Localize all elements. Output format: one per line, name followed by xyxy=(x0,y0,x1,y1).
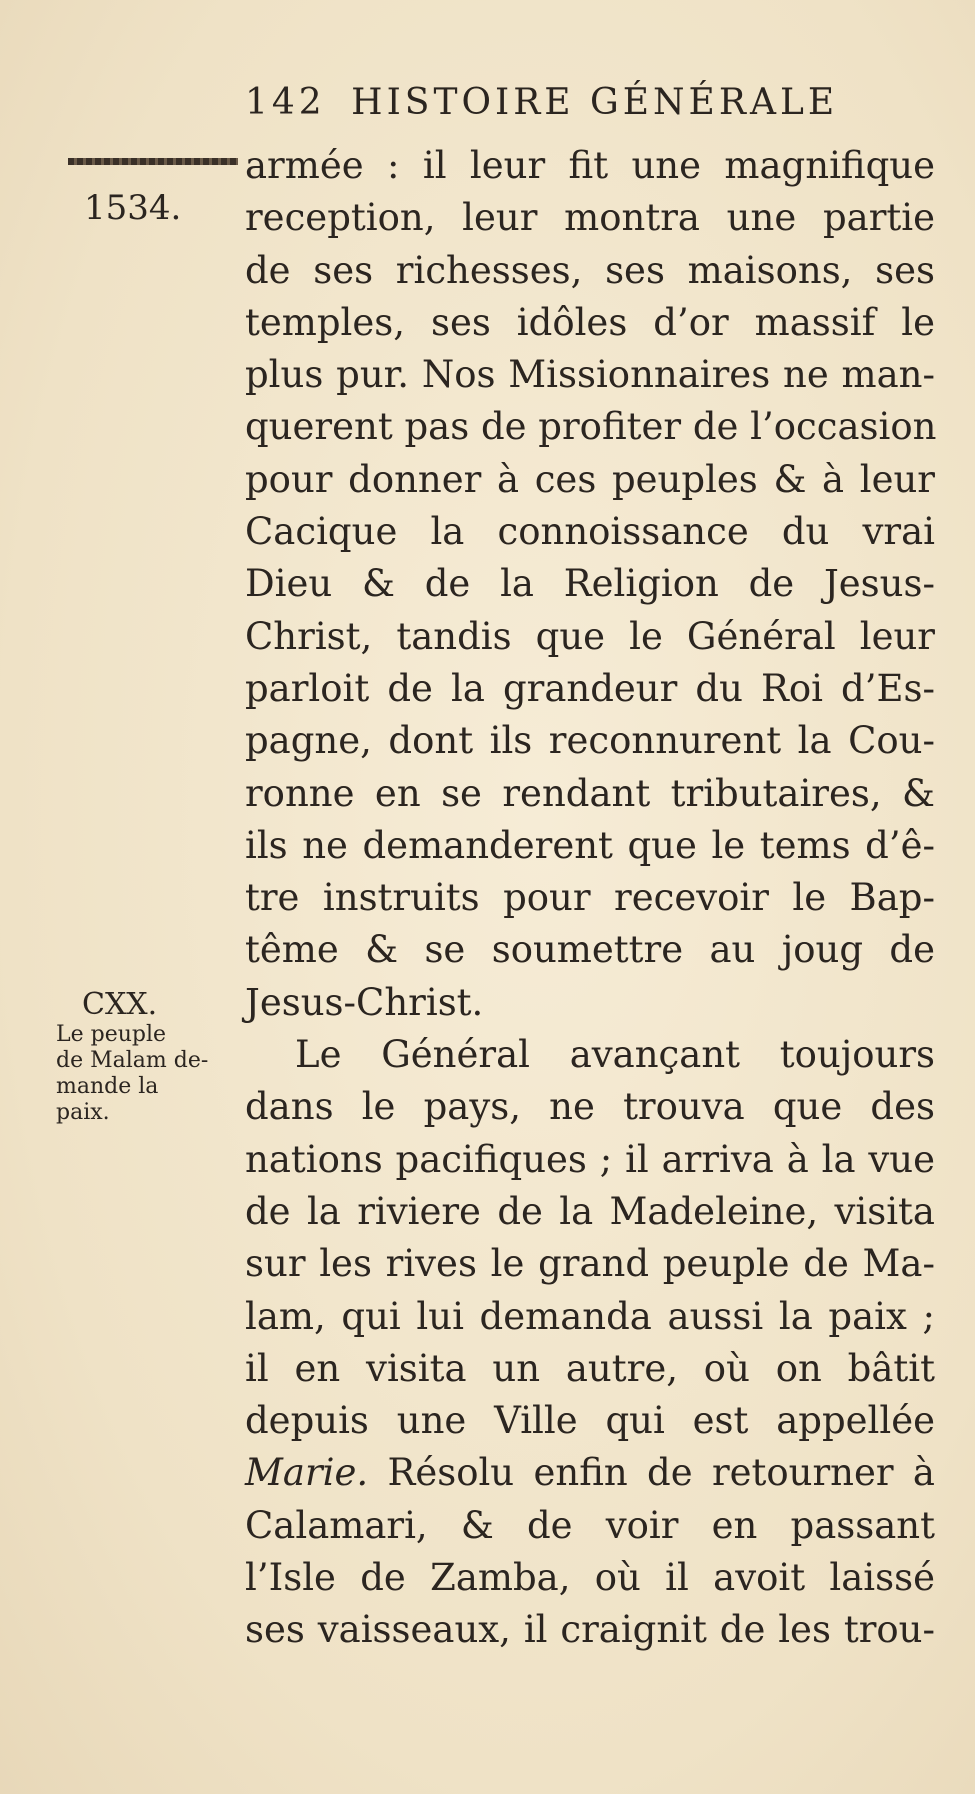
text-line: plus pur. Nos Missionnaires ne man- xyxy=(245,353,935,397)
text-line: Le Général avançant toujours xyxy=(295,1033,935,1077)
running-title: HISTOIRE GÉNÉRALE xyxy=(351,82,839,123)
text-line: Christ, tandis que le Général leur xyxy=(245,614,935,658)
margin-note-line: de Malam de- xyxy=(56,1048,209,1073)
text-line-rest: Résolu enfin de retourner à xyxy=(368,1451,935,1495)
text-line: parloit de la grandeur du Roi d’Es- xyxy=(245,666,935,710)
text-line: Calamari, & de voir en passant xyxy=(245,1503,935,1547)
text-line xyxy=(245,1447,935,1499)
page-number: 142 xyxy=(245,82,326,123)
italic-place-name: Marie. xyxy=(245,1451,369,1495)
text-line: pour donner à ces peuples & à leur xyxy=(245,457,935,501)
text-line: de la riviere de la Madeleine, visita xyxy=(245,1189,935,1233)
text-line: reception, leur montra une partie xyxy=(245,196,935,240)
text-line: l’Isle de Zamba, où il avoit laissé xyxy=(245,1556,935,1600)
margin-note xyxy=(56,988,241,1126)
margin-year: 1534. xyxy=(84,188,182,228)
text-line: querent pas de profiter de l’occasion xyxy=(245,405,937,449)
margin-note-line: paix. xyxy=(56,1100,110,1125)
text-line: ronne en se rendant tributaires, & xyxy=(245,771,935,815)
ornamental-rule xyxy=(68,158,238,165)
text-line: de ses richesses, ses maisons, ses xyxy=(245,248,935,292)
margin-note-line: Le peuple xyxy=(56,1022,167,1047)
text-line: sur les rives le grand peuple de Ma- xyxy=(245,1242,935,1286)
text-line: dans le pays, ne trouva que des xyxy=(245,1085,935,1129)
margin-note-number: CXX. xyxy=(82,987,158,1022)
text-line: ses vaisseaux, il craignit de les trou- xyxy=(245,1608,935,1652)
text-line: Cacique la connoissance du vrai xyxy=(245,510,935,554)
running-header xyxy=(245,82,838,123)
text-line: ils ne demanderent que le tems d’ê- xyxy=(245,823,935,867)
text-line: pagne, dont ils reconnurent la Cou- xyxy=(245,719,935,763)
text-line: temples, ses idôles d’or massif le xyxy=(245,300,935,344)
text-line: tre instruits pour recevoir le Bap- xyxy=(245,876,935,920)
body-text xyxy=(245,140,935,1657)
text-line: il en visita un autre, où on bâtit xyxy=(245,1346,935,1390)
text-line: tême & se soumettre au joug de xyxy=(245,928,935,972)
text-line: lam, qui lui demanda aussi la paix ; xyxy=(245,1294,935,1338)
margin-note-line: mande la xyxy=(56,1074,159,1099)
text-line: Dieu & de la Religion de Jesus- xyxy=(245,562,935,606)
text-line: armée : il leur fit une magnifique xyxy=(245,144,935,187)
text-line: Jesus-Christ. xyxy=(245,980,484,1024)
text-line: nations pacifiques ; il arriva à la vue xyxy=(245,1137,935,1181)
text-line: depuis une Ville qui est appellée xyxy=(245,1399,935,1443)
